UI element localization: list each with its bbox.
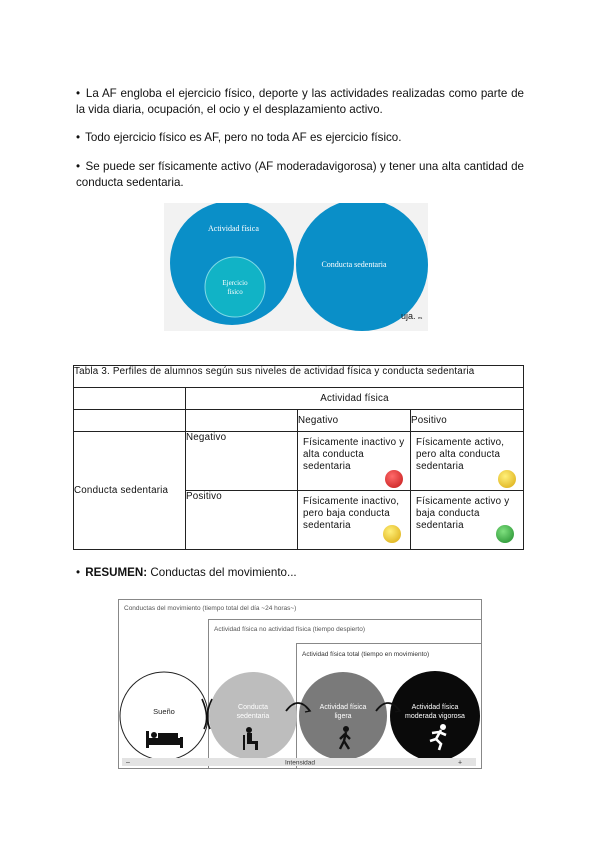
label-fisico: físico [227,288,243,296]
intensity-minus: – [126,759,130,767]
circle-sueno [120,672,208,760]
col-header-negativo: Negativo [298,410,411,432]
intensity-label: Intensidad [285,759,315,767]
label-conducta: Conducta [238,704,268,711]
bullet: • [76,566,81,579]
paragraph-text: Todo ejercicio físico es AF, pero no toda AF es ejercicio físico. [85,131,402,144]
cell-text: Físicamente inactivo y alta conducta sedentaria [303,437,405,472]
neutral-face-icon [498,470,516,488]
cell-activo-baja [411,491,524,550]
col-header-positivo: Positivo [411,410,524,432]
uja-logo-suffix: es [418,315,423,320]
intensity-plus: + [458,759,463,767]
label-af-ligera-2: ligera [334,713,352,720]
paragraph-activo-sedentario [76,159,524,191]
venn-svg [164,203,428,331]
label-conducta-sedentaria: Conducta sedentaria [321,260,387,269]
label-sedentaria: sedentaria [236,713,270,720]
uja-logo: uja. [401,311,416,321]
label-conductas-movimiento: Conductas del movimiento (tiempo total del día ~24 horas~) [124,605,297,612]
sad-face-icon [385,470,403,488]
label-ejercicio: Ejercicio [222,279,248,287]
cell-activo-alta [411,432,524,491]
venn-figure [164,203,428,331]
col-group-header: Actividad física [186,388,524,410]
paragraph-af-definition [76,86,524,118]
cell-text: Físicamente activo, pero alta conducta sedentaria [416,437,505,472]
cell-text: Físicamente inactivo, pero baja conducta sedentaria [303,496,400,531]
perfiles-table [73,365,524,550]
movement-diagram [118,599,482,770]
table-empty-cell [74,388,186,410]
label-af-mv-2: moderada vigorosa [405,713,465,720]
resumen-heading [76,565,524,581]
table-empty-cell [186,410,298,432]
row-header-positivo: Positivo [186,491,298,550]
row-group-header: Conducta sedentaria [74,432,186,550]
label-tiempo-movimiento: Actividad física total (tiempo en movimiento) [302,651,430,658]
cell-text: Físicamente activo y baja conducta sedentaria [416,496,510,531]
label-tiempo-despierto: Actividad física no actividad física (tiempo despierto) [214,626,366,633]
movement-svg [118,599,482,770]
bullet: • [76,160,81,173]
label-af-mv-1: Actividad física [411,704,459,711]
label-actividad-fisica: Actividad física [208,224,259,233]
bullet: • [76,87,81,100]
label-sueno: Sueño [153,707,175,716]
row-header-negativo: Negativo [186,432,298,491]
paragraph-ejercicio [76,130,524,146]
neutral-face-icon [383,525,401,543]
paragraph-text: Se puede ser físicamente activo (AF moderadavigorosa) y tener una alta cantidad de conducta sedentaria. [76,160,524,189]
table-empty-cell [74,410,186,432]
paragraph-text: La AF engloba el ejercicio físico, deporte y las actividades realizadas como parte de la vida diaria, ocupación, el ocio y el desplazamiento activo. [76,87,524,116]
happy-face-icon [496,525,514,543]
label-af-ligera-1: Actividad física [319,704,367,711]
cell-inactivo-baja [298,491,411,550]
bullet: • [76,131,81,144]
resumen-text: Conductas del movimiento... [150,566,297,579]
circle-ejercicio-fisico [205,257,265,317]
cell-inactivo-alta [298,432,411,491]
resumen-bold: RESUMEN: [85,566,148,579]
table-caption: Tabla 3. Perfiles de alumnos según sus niveles de actividad física y conducta sedentaria [74,366,524,388]
